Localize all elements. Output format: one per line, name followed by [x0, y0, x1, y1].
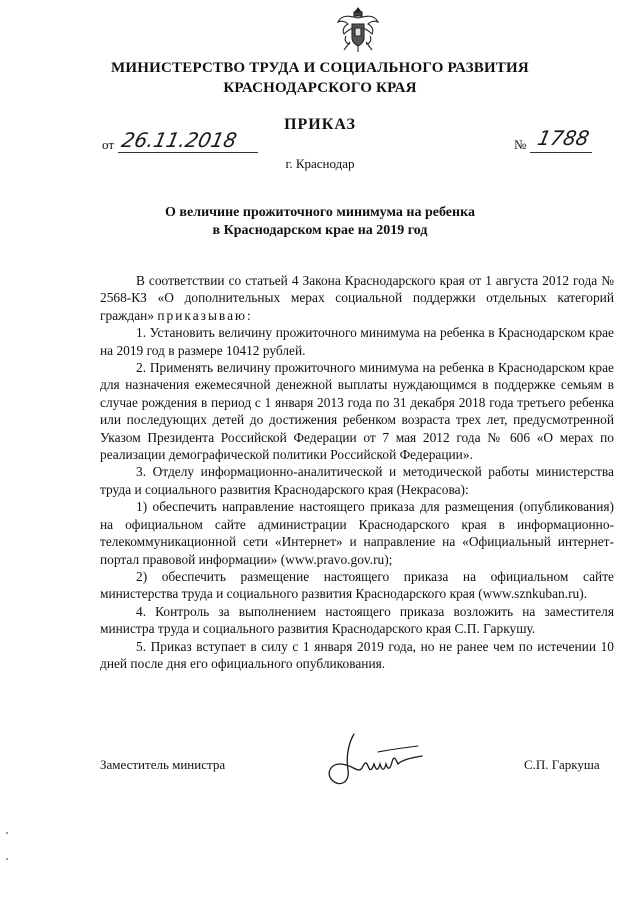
scan-speck [6, 858, 8, 860]
order-number: 1788 [535, 126, 592, 150]
number-label: № [514, 137, 527, 152]
preamble-text: В соответствии со статьей 4 Закона Краснодарского края от 1 августа 2012 года № 2568-КЗ «О дополнительных мерах социальной поддержки отдельных категорий граждан» [100, 273, 614, 323]
date-underline [118, 152, 258, 153]
subject-line1: О величине прожиточного минимума на ребенка [165, 205, 475, 220]
order-body [100, 272, 614, 672]
item-4: 4. Контроль за выполнением настоящего приказа возложить на заместителя министра труда и социального развития Краснодарского края С.П. Гаркушу. [100, 603, 614, 637]
order-word: приказываю: [157, 307, 253, 323]
item-2: 2. Применять величину прожиточного минимума на ребенка в Краснодарском крае для назначения ежемесячной денежной выплаты нуждающимся в поддержке семьям в случае рождения в период с 1 января 2013 года по 31 декабря 2018 года третьего ребенка или последующих детей до достижения ребенком возраста трех лет, предусмотренной Указом Президента Российской Федерации от 7 мая 2012 года № 606 «О мерах по реализации демографической политики Российской Федерации». [100, 360, 614, 463]
item-3: 3. Отделу информационно-аналитической и методической работы министерства труда и социального развития Краснодарского края (Некрасова): [100, 464, 614, 497]
item-3-sub-1: 1) обеспечить направление настоящего приказа для размещения (опубликования) на официальном сайте администрации Краснодарского края в информационно-телекоммуникационной сети «Интернет» и направление на «Официальный интернет-портал правовой информации» (www.pravo.gov.ru); [100, 499, 614, 567]
item-1: 1. Установить величину прожиточного минимума на ребенка в Краснодарском крае на 2019 год в размере 10412 рублей. [100, 325, 614, 358]
number-underline [530, 152, 592, 153]
date-prefix-label: от [102, 137, 115, 152]
ministry-name-line1: МИНИСТЕРСТВО ТРУДА И СОЦИАЛЬНОГО РАЗВИТИЯ [111, 60, 529, 76]
scan-speck [6, 832, 8, 834]
signer-title: Заместитель министра [100, 757, 226, 772]
order-date: 26.11.2018 [119, 128, 240, 152]
preamble-paragraph [100, 272, 614, 324]
item-5: 5. Приказ вступает в силу с 1 января 2019 года, но не ранее чем по истечении 10 дней после дня его официального опубликования. [100, 638, 614, 671]
ministry-name-line2: КРАСНОДАРСКОГО КРАЯ [223, 80, 417, 96]
item-3-sub-2: 2) обеспечить размещение настоящего приказа на официальном сайте министерства труда и социального развития Краснодарского края (www.sznkuban.ru). [100, 568, 614, 602]
coat-of-arms-emblem [336, 6, 380, 54]
signer-name: С.П. Гаркуша [524, 757, 600, 772]
city-label: г. Краснодар [285, 156, 355, 171]
subject-line2: в Краснодарском крае на 2019 год [212, 223, 428, 238]
order-title: ПРИКАЗ [284, 116, 356, 133]
handwritten-signature [318, 730, 438, 794]
